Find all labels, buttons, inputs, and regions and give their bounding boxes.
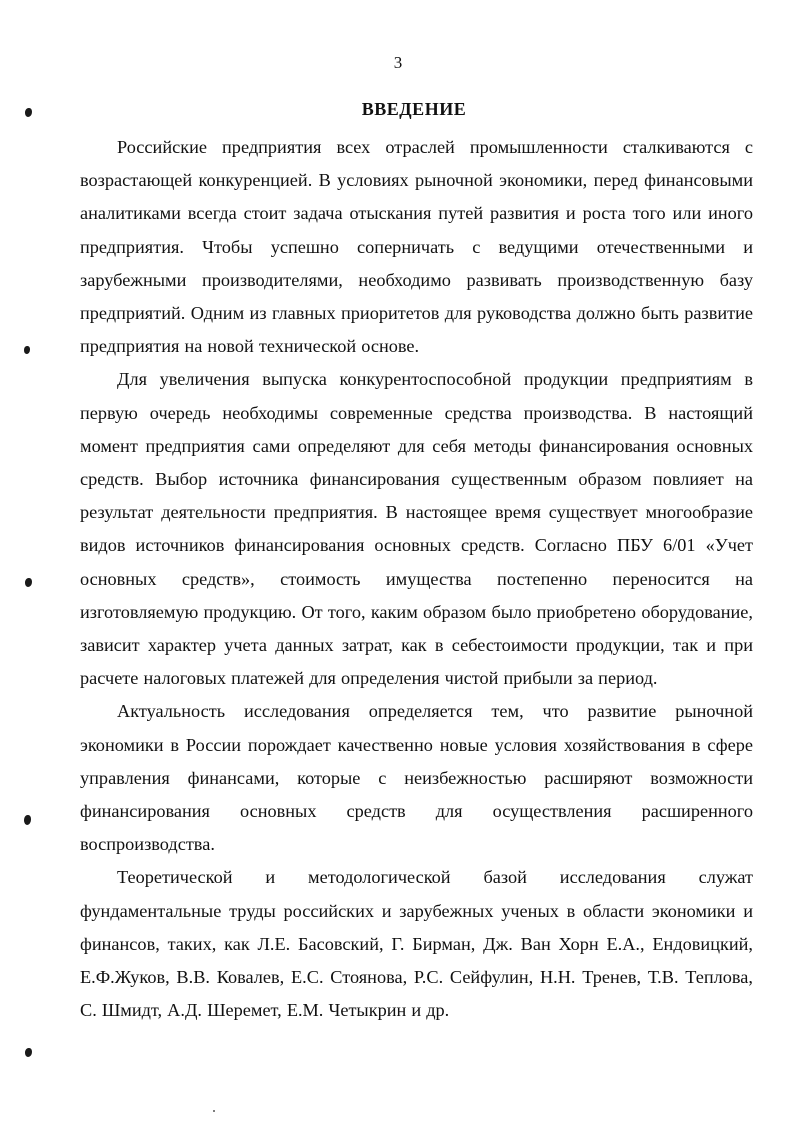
binding-hole-mark [24, 815, 31, 825]
section-heading: ВВЕДЕНИЕ [361, 99, 467, 119]
page-number: 3 [393, 53, 403, 72]
paragraph-fixed-assets: Для увеличения выпуска конкурентоспособной продукции предприятиям в первую очередь необходимы современные средства производства. В настоящий момент предприятия сами определяют для себя методы финансирования основных средств. Выбор источника финансирования существенным образом повлияет на результат деятельности предприятия. В настоящее время существует многообразие видов источников финансирования основных средств. Согласно ПБУ 6/01 «Учет основных средств», стоимость имущества постепенно переносится на изготовляемую продукцию. От того, каким образом было приобретено оборудование, зависит характер учета данных затрат, как в себестоимости продукции, так и при расчете налоговых платежей для определения чистой прибыли за период. [80, 369, 753, 689]
paragraph-methodology: Теоретической и методологической базой исследования служат фундаментальные труды российских и зарубежных ученых в области экономики и финансов, таких, как Л.Е. Басовский, Г. Бирман, Дж. Ван Хорн Е.А., Ендовицкий, Е.Ф.Жуков, В.В. Ковалев, Е.С. Стоянова, Р.С. Сейфулин, Н.Н. Тренев, Т.В. Теплова, С. Шмидт, А.Д. Шеремет, Е.М. Четыкрин и др. [80, 867, 753, 1021]
binding-hole-mark [25, 1048, 32, 1057]
scan-speck [213, 1110, 215, 1112]
binding-hole-mark [25, 578, 32, 587]
binding-hole-mark [24, 346, 30, 354]
body-text [80, 131, 753, 1027]
paragraph-relevance: Актуальность исследования определяется тем, что развитие рыночной экономики в России порождает качественно новые условия хозяйствования в сфере управления финансами, которые с неизбежностью расширяют возможности финансирования основных средств для осуществления расширенного воспроизводства. [80, 701, 753, 855]
paragraph-intro: Российские предприятия всех отраслей промышленности сталкиваются с возрастающей конкуренцией. В условиях рыночной экономики, перед финансовыми аналитиками всегда стоит задача отыскания путей развития и роста того или иного предприятия. Чтобы успешно соперничать с ведущими отечественными и зарубежными производителями, необходимо развивать производственную базу предприятий. Одним из главных приоритетов для руководства должно быть развитие предприятия на новой технической основе. [80, 137, 753, 357]
